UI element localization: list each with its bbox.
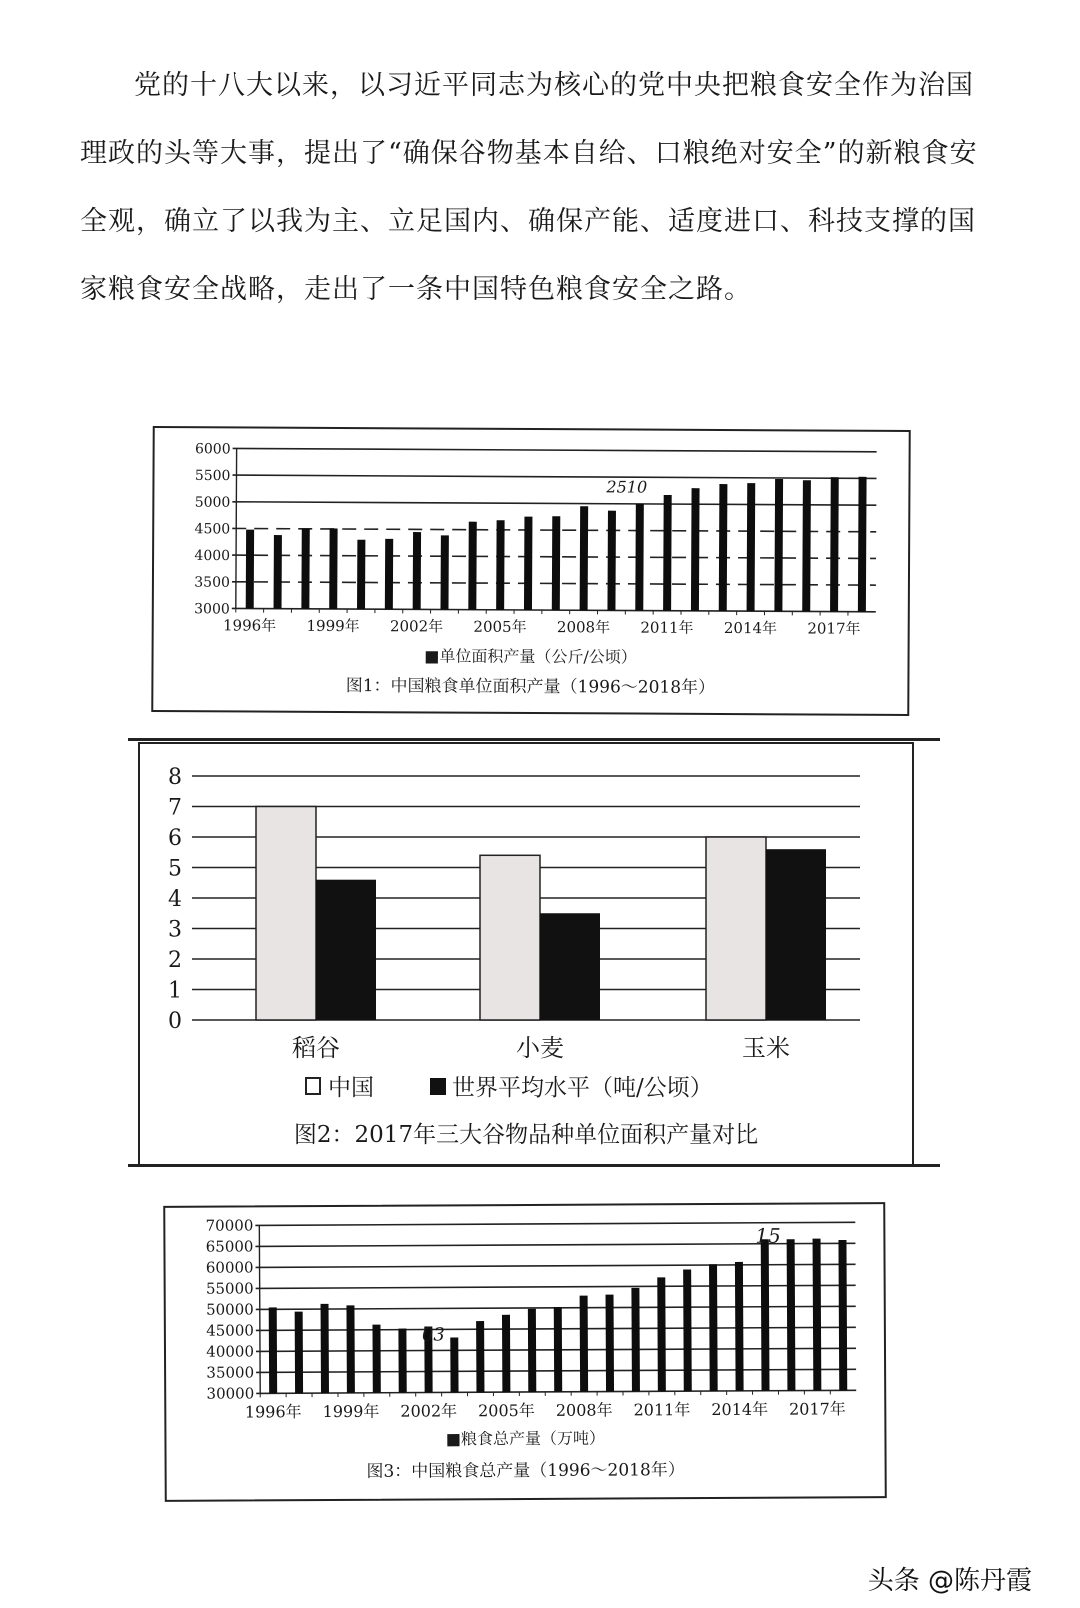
bar	[663, 495, 672, 611]
paragraph-text: 党的十八大以来，以习近平同志为核心的党中央把粮食安全作为治国理政的头等大事，提出了“确保谷物基本自给、口粮绝对安全”的新粮食安全观，确立了以我为主、立足国内、确保产能、适度进口、科技支撑的国家粮食安全战略，走出了一条中国特色粮食安全之路。	[80, 70, 978, 305]
bar	[787, 1239, 796, 1390]
bar	[606, 1295, 615, 1392]
figure-2-frame	[138, 742, 914, 1166]
bar-world-average	[766, 849, 826, 1020]
x-tick-label: 1996年	[222, 616, 277, 635]
y-tick-label: 6	[168, 826, 182, 851]
bar	[440, 535, 448, 609]
figure-3-frame	[163, 1202, 887, 1502]
legend-label-world: 世界平均水平（吨/公顷）	[452, 1075, 713, 1101]
bar	[607, 511, 616, 611]
y-tick-label: 3	[168, 917, 182, 943]
x-tick-label: 2014年	[723, 619, 778, 638]
bar	[450, 1337, 458, 1392]
bar	[774, 479, 783, 611]
y-tick-label: 5000	[194, 494, 231, 511]
legend-swatch-world	[430, 1078, 446, 1095]
bar	[346, 1305, 354, 1393]
x-tick-label: 2005年	[478, 1400, 535, 1421]
chart-title: 图2：2017年三大谷物品种单位面积产量对比	[293, 1122, 759, 1148]
bar	[398, 1329, 406, 1393]
y-tick-label: 5500	[194, 467, 231, 485]
bar	[372, 1325, 380, 1393]
x-tick-label: 2008年	[556, 618, 611, 637]
y-tick-label: 5	[168, 856, 182, 882]
y-tick-label: 45000	[206, 1321, 254, 1340]
bar	[476, 1321, 484, 1392]
x-tick-label: 2002年	[389, 617, 444, 636]
bar-world-average	[316, 880, 376, 1020]
bar-china	[256, 807, 316, 1021]
y-tick-label: 7	[168, 795, 182, 821]
figure-3-chart	[165, 1204, 885, 1500]
bar	[761, 1239, 770, 1390]
bar	[502, 1315, 510, 1392]
bar	[830, 477, 839, 611]
bar	[274, 535, 282, 609]
bar	[496, 520, 504, 610]
bar	[735, 1262, 744, 1391]
divider-line	[128, 738, 940, 741]
y-tick-label: 30000	[206, 1384, 255, 1403]
bar	[747, 483, 756, 611]
bar	[635, 504, 644, 611]
x-tick-label: 1996年	[244, 1402, 302, 1422]
bar	[295, 1312, 303, 1394]
bar	[657, 1277, 666, 1391]
y-tick-label: 35000	[206, 1363, 255, 1382]
y-tick-label: 3500	[194, 574, 230, 591]
bar	[357, 540, 365, 609]
bar-world-average	[540, 913, 600, 1020]
watermark: 头条 @陈丹霞	[867, 1566, 1032, 1596]
handwritten-note: 15	[755, 1223, 781, 1248]
bar	[524, 517, 532, 610]
figure-1-frame	[151, 426, 910, 716]
bar	[329, 528, 337, 609]
gridline	[232, 475, 876, 478]
bar	[269, 1307, 277, 1393]
bar	[321, 1304, 329, 1393]
bar	[468, 522, 476, 610]
figure-1-chart	[153, 428, 908, 714]
x-category-label: 小麦	[516, 1034, 564, 1062]
bar	[552, 516, 560, 610]
y-axis	[259, 1225, 260, 1393]
chart-title: 图1：中国粮食单位面积产量（1996～2018年）	[345, 676, 716, 698]
y-tick-label: 4500	[194, 521, 231, 538]
bar	[246, 530, 254, 609]
x-tick-label: 2002年	[400, 1401, 458, 1421]
y-tick-label: 3000	[194, 601, 230, 618]
y-tick-label: 70000	[205, 1216, 254, 1235]
bar	[802, 480, 811, 611]
bar	[528, 1309, 536, 1392]
bar	[683, 1269, 692, 1391]
legend-swatch-china	[306, 1078, 320, 1094]
bar	[838, 1240, 847, 1390]
legend-label-china: 中国	[328, 1075, 374, 1101]
x-tick-label: 2014年	[711, 1399, 769, 1420]
y-tick-label: 65000	[205, 1237, 254, 1256]
x-tick-label: 2017年	[789, 1399, 846, 1419]
bar	[580, 506, 589, 610]
y-tick-label: 4000	[194, 547, 231, 565]
chart-title: 图3：中国粮食总产量（1996～2018年）	[366, 1460, 685, 1482]
x-tick-label: 1999年	[322, 1401, 380, 1422]
bar	[554, 1307, 562, 1392]
bar	[580, 1296, 589, 1392]
bar	[691, 488, 700, 611]
bar	[719, 484, 728, 611]
x-tick-label: 2011年	[633, 1400, 691, 1420]
y-tick-label: 55000	[205, 1279, 254, 1298]
x-tick-label: 2005年	[473, 617, 527, 636]
divider-line	[128, 1164, 940, 1167]
bar-china	[480, 855, 540, 1020]
x-tick-label: 2008年	[555, 1400, 613, 1420]
x-category-label: 玉米	[742, 1034, 790, 1062]
bar	[858, 477, 867, 612]
chart-legend: ■粮食总产量（万吨）	[445, 1428, 606, 1449]
figure-2-chart	[140, 744, 912, 1164]
bar	[631, 1288, 640, 1392]
y-tick-label: 6000	[194, 441, 231, 458]
handwritten-note: 03	[421, 1324, 445, 1346]
gridline	[233, 448, 877, 451]
y-tick-label: 2	[168, 948, 182, 973]
bar	[813, 1239, 822, 1391]
y-tick-label: 60000	[205, 1258, 254, 1277]
bar	[301, 529, 309, 609]
y-tick-label: 50000	[206, 1300, 254, 1319]
y-tick-label: 4	[168, 887, 182, 912]
bar	[385, 539, 393, 609]
bar	[413, 532, 421, 609]
y-tick-label: 1	[168, 978, 182, 1004]
x-category-label: 稻谷	[292, 1034, 340, 1062]
intro-paragraph	[80, 52, 980, 324]
x-tick-label: 2011年	[640, 618, 694, 637]
y-tick-label: 0	[168, 1009, 182, 1034]
bar-china	[706, 837, 766, 1020]
y-tick-label: 8	[168, 765, 182, 790]
x-tick-label: 2017年	[807, 619, 861, 638]
bar	[709, 1264, 718, 1391]
x-tick-label: 1999年	[306, 616, 360, 636]
y-axis	[236, 448, 237, 608]
y-tick-label: 40000	[206, 1342, 255, 1361]
handwritten-note: 2510	[606, 477, 648, 497]
chart-legend: ■单位面积产量（公斤/公顷）	[424, 646, 637, 667]
